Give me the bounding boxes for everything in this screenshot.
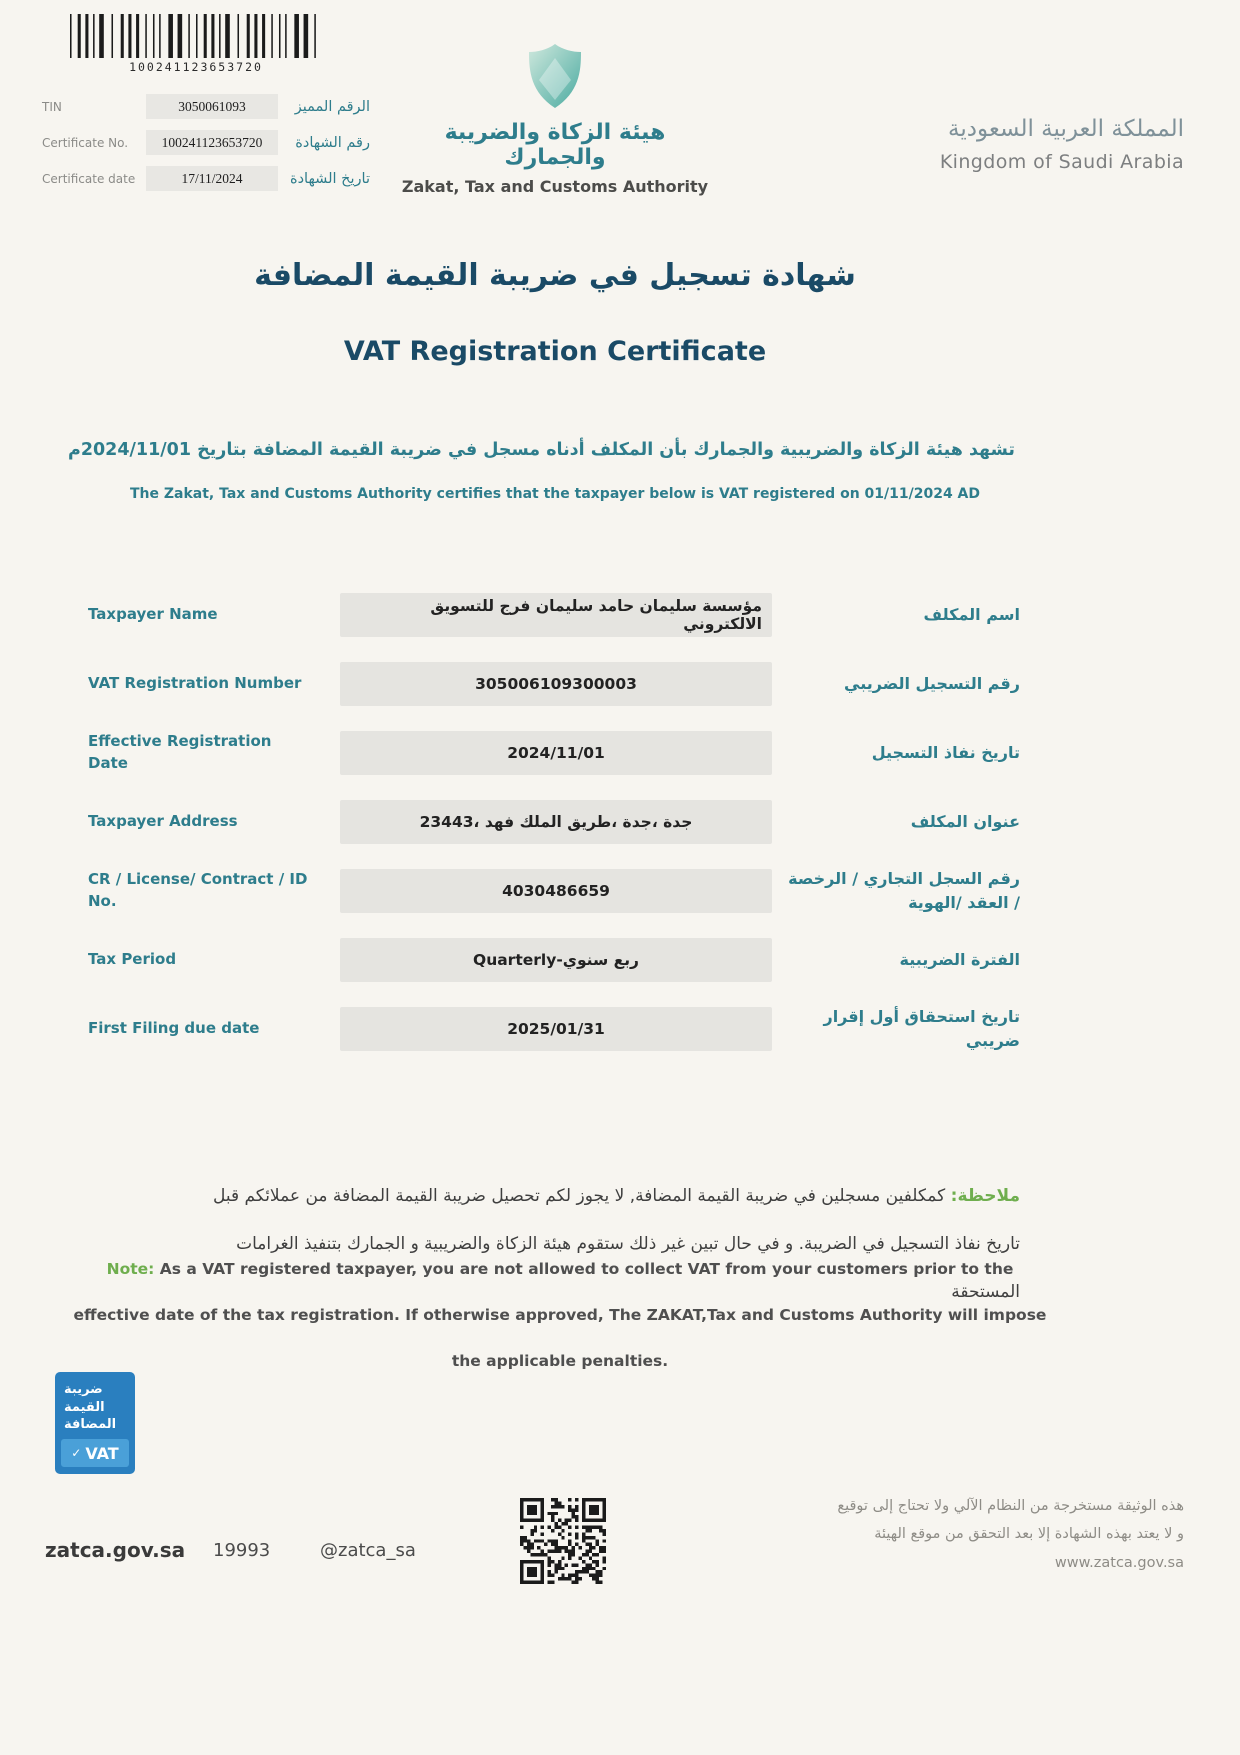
note-arabic-label: ملاحظة:	[950, 1186, 1020, 1206]
field-row-tax-period	[88, 925, 1020, 994]
footer-social-handle: @zatca_sa	[320, 1540, 416, 1561]
vat-logo-line1: ضريبة	[64, 1382, 103, 1398]
vat-number-label-ar: رقم التسجيل الضريبي	[844, 673, 1020, 693]
tax-period-value: ربع سنوي-Quarterly	[340, 938, 772, 982]
first-filing-label-ar: تاريخ استحقاق أول إقرار ضريبي	[823, 1006, 1020, 1050]
checkmark-icon: ✓	[71, 1446, 82, 1460]
cr-number-value: 4030486659	[340, 869, 772, 913]
field-row-vat-number	[88, 649, 1020, 718]
tax-period-label-ar: الفترة الضريبية	[899, 949, 1020, 969]
field-row-taxpayer-name	[88, 580, 1020, 649]
field-row-effective-date	[88, 718, 1020, 787]
field-row-first-filing	[88, 994, 1020, 1063]
vat-logo-line2: القيمة	[64, 1399, 105, 1415]
address-value: جدة ،جدة ،طريق الملك فهد ،23443	[340, 800, 772, 844]
header-meta	[42, 94, 370, 191]
tin-value: 3050061093	[146, 94, 278, 119]
note-english-label: Note:	[106, 1260, 155, 1278]
certificate-no-label: Certificate No.	[42, 135, 129, 150]
kingdom-block	[940, 116, 1184, 173]
zatca-logo-icon	[523, 42, 587, 110]
vat-logo-line3: المضافة	[64, 1417, 117, 1433]
cr-number-label-en: CR / License/ Contract / ID No.	[88, 869, 308, 910]
footer-phone: 19993	[213, 1540, 271, 1561]
barcode-bars-icon	[70, 14, 322, 58]
field-row-address	[88, 787, 1020, 856]
effective-date-label-en: Effective Registration Date	[88, 731, 272, 772]
certificate-no-value: 100241123653720	[146, 130, 278, 155]
disclaimer-line1: هذه الوثيقة مستخرجة من النظام الآلي ولا تحتاج إلى توقيع	[837, 1498, 1184, 1514]
vat-logo-band	[61, 1439, 129, 1467]
vat-number-label-en: VAT Registration Number	[88, 673, 302, 692]
note-arabic-text: كمكلفين مسجلين في ضريبة القيمة المضافة, لا يجوز لكم تحصيل ضريبة القيمة المضافة من عملائكم قبل تاريخ نفاذ التسجيل في الضريبة. و في حال تبين غير ذلك ستقوم هيئة الزكاة والضريبية و الجمارك بتنفيذ الغرامات المستحقة	[212, 1186, 1020, 1302]
footer-disclaimer	[837, 1492, 1184, 1577]
disclaimer-url: www.zatca.gov.sa	[1054, 1554, 1184, 1571]
certificate-title-ar: شهادة تسجيل في ضريبة القيمة المضافة	[254, 258, 856, 293]
taxpayer-name-label-en: Taxpayer Name	[88, 604, 218, 623]
effective-date-value: 2024/11/01	[340, 731, 772, 775]
effective-date-label-ar: تاريخ نفاذ التسجيل	[871, 742, 1020, 762]
certification-statement-en: The Zakat, Tax and Customs Authority certifies that the taxpayer below is VAT registered on 01/11/2024 AD	[129, 486, 981, 502]
certificate-no-label-ar: رقم الشهادة	[295, 134, 370, 151]
first-filing-value: 2025/01/31	[340, 1007, 772, 1051]
qr-code-svg	[520, 1498, 606, 1584]
field-row-cr-number	[88, 856, 1020, 925]
qr-code	[520, 1498, 606, 1584]
tin-label-ar: الرقم المميز	[294, 98, 370, 115]
authority-name-ar: هيئة الزكاة والضريبة والجمارك	[444, 120, 666, 170]
taxpayer-name-label-ar: اسم المكلف	[923, 604, 1020, 624]
certificate-date-label: Certificate date	[42, 171, 136, 186]
tin-label: TIN	[42, 99, 62, 114]
authority-block	[400, 42, 710, 196]
barcode-number: 100241123653720	[129, 60, 263, 74]
certificate-title-en: VAT Registration Certificate	[343, 336, 767, 367]
footer-website: zatca.gov.sa	[45, 1538, 186, 1562]
certificate-date-value: 17/11/2024	[146, 166, 278, 191]
kingdom-name-en: Kingdom of Saudi Arabia	[939, 151, 1184, 173]
tax-period-label-en: Tax Period	[88, 949, 177, 968]
certificate-date-label-ar: تاريخ الشهادة	[290, 170, 370, 187]
barcode	[70, 14, 322, 74]
certification-statement-ar: تشهد هيئة الزكاة والضريبية والجمارك بأن المكلف أدناه مسجل في ضريبة القيمة المضافة بتاريخ 2024/11/01م	[67, 440, 1015, 460]
kingdom-name-ar: المملكة العربية السعودية	[948, 116, 1184, 142]
vat-number-value: 305006109300003	[340, 662, 772, 706]
note-english	[70, 1246, 1050, 1384]
vat-logo-text: VAT	[85, 1443, 119, 1463]
address-label-en: Taxpayer Address	[88, 811, 238, 830]
first-filing-label-en: First Filing due date	[88, 1018, 260, 1037]
vat-logo-arabic	[55, 1372, 135, 1439]
note-english-text: As a VAT registered taxpayer, you are not allowed to collect VAT from your customers prior to the effective date of the tax registration. If otherwise approved, The ZAKAT,Tax and Customs Authority will impose the applicable penalties.	[73, 1260, 1047, 1370]
vat-logo-icon	[55, 1372, 135, 1474]
certificate-fields	[88, 580, 1020, 1063]
disclaimer-line2: و لا يعتد بهذه الشهادة إلا بعد التحقق من موقع الهيئة	[874, 1526, 1184, 1543]
address-label-ar: عنوان المكلف	[910, 811, 1020, 831]
cr-number-label-ar: رقم السجل التجاري / الرخصة / العقد /الهوية	[788, 868, 1020, 912]
authority-name-en: Zakat, Tax and Customs Authority	[401, 177, 709, 196]
taxpayer-name-value: مؤسسة سليمان حامد سليمان فرج للتسويق الالكتروني	[340, 593, 772, 637]
